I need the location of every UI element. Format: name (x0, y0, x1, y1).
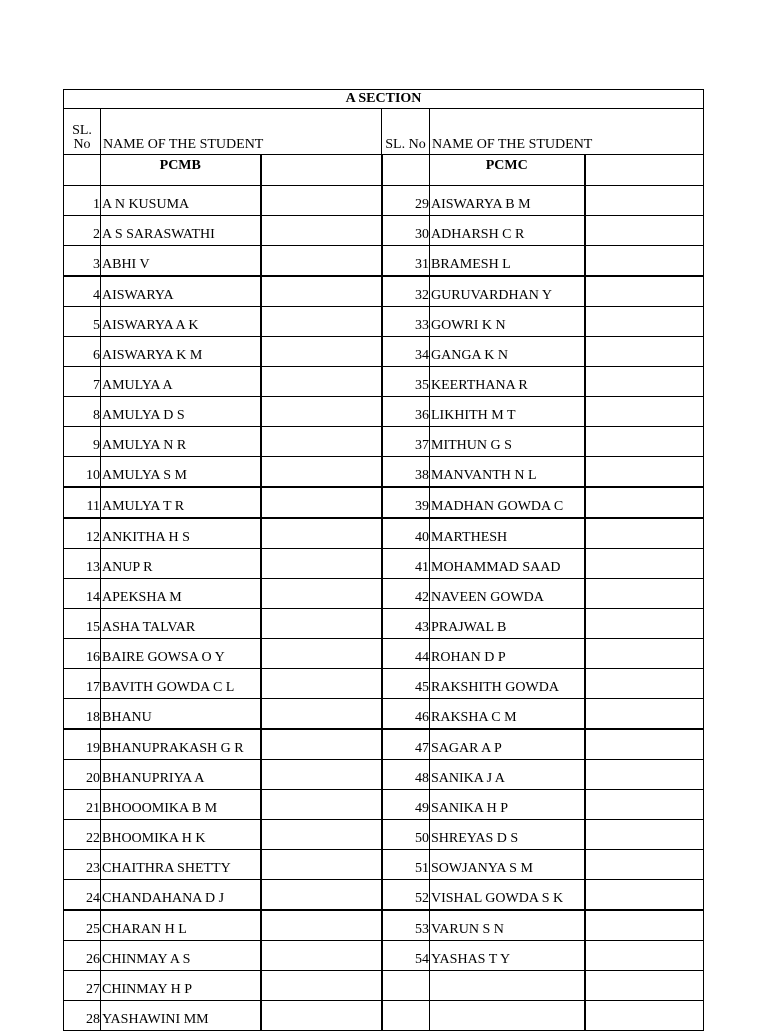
blank-cell (261, 457, 382, 488)
sl-no-left: 8 (64, 397, 101, 427)
blank-cell (585, 880, 704, 911)
student-name-left: BAIRE GOWSA O Y (101, 639, 261, 669)
student-name-right: AISWARYA B M (430, 186, 585, 216)
blank-cell (585, 276, 704, 307)
sl-no-left: 16 (64, 639, 101, 669)
table-row (64, 307, 704, 337)
sl-no-left: 1 (64, 186, 101, 216)
student-name-right: MADHAN GOWDA C (430, 487, 585, 518)
student-name-left: AMULYA N R (101, 427, 261, 457)
blank-cell (585, 487, 704, 518)
student-name-left: AISWARYA A K (101, 307, 261, 337)
blank-cell (261, 971, 382, 1001)
blank-cell (261, 216, 382, 246)
blank-cell (261, 699, 382, 730)
blank-cell (585, 367, 704, 397)
student-name-left: ANKITHA H S (101, 518, 261, 549)
table-row (64, 910, 704, 941)
student-name-left: ABHI V (101, 246, 261, 277)
table-row (64, 216, 704, 246)
student-name-right: NAVEEN GOWDA (430, 579, 585, 609)
blank-cell (261, 669, 382, 699)
student-name-left: BHOOMIKA H K (101, 820, 261, 850)
student-name-left: AMULYA T R (101, 487, 261, 518)
blank-cell (261, 850, 382, 880)
student-name-right: VISHAL GOWDA S K (430, 880, 585, 911)
sl-no-left: 23 (64, 850, 101, 880)
sl-no-right: 46 (382, 699, 430, 730)
blank-cell (64, 155, 101, 186)
sl-no-left: 25 (64, 910, 101, 941)
sl-no-left: 6 (64, 337, 101, 367)
blank-cell (585, 1001, 704, 1031)
student-name-left: BAVITH GOWDA C L (101, 669, 261, 699)
student-name-right: BRAMESH L (430, 246, 585, 277)
table-row (64, 276, 704, 307)
name-header-left: NAME OF THE STUDENT (101, 109, 382, 155)
student-name-left: CHARAN H L (101, 910, 261, 941)
blank-cell (261, 367, 382, 397)
blank-cell (261, 549, 382, 579)
student-name-right: ADHARSH C R (430, 216, 585, 246)
student-name-left: BHOOOMIKA B M (101, 790, 261, 820)
sl-no-right: 29 (382, 186, 430, 216)
sl-no-right: 31 (382, 246, 430, 277)
sl-no-right: 33 (382, 307, 430, 337)
blank-cell (261, 397, 382, 427)
sl-no-right: 49 (382, 790, 430, 820)
table-row (64, 729, 704, 760)
table-row (64, 397, 704, 427)
table-row (64, 760, 704, 790)
student-name-left: AMULYA D S (101, 397, 261, 427)
sl-no-left: 24 (64, 880, 101, 911)
student-name-right: MOHAMMAD SAAD (430, 549, 585, 579)
student-name-right: ROHAN D P (430, 639, 585, 669)
student-name-right: SHREYAS D S (430, 820, 585, 850)
student-name-left: ASHA TALVAR (101, 609, 261, 639)
blank-cell (585, 820, 704, 850)
sl-no-right: 47 (382, 729, 430, 760)
student-name-left: APEKSHA M (101, 579, 261, 609)
blank-cell (261, 276, 382, 307)
blank-cell (585, 216, 704, 246)
student-name-right: SANIKA H P (430, 790, 585, 820)
blank-cell (585, 457, 704, 488)
blank-cell (585, 639, 704, 669)
student-name-right: GOWRI K N (430, 307, 585, 337)
sl-no-right: 45 (382, 669, 430, 699)
sl-no-right: 48 (382, 760, 430, 790)
sl-no-left: 13 (64, 549, 101, 579)
table-row (64, 549, 704, 579)
student-name-right: RAKSHA C M (430, 699, 585, 730)
blank-cell (261, 155, 382, 186)
student-name-right: VARUN S N (430, 910, 585, 941)
student-name-left: CHAITHRA SHETTY (101, 850, 261, 880)
student-name-right: MARTHESH (430, 518, 585, 549)
blank-cell (261, 427, 382, 457)
sl-no-right: 43 (382, 609, 430, 639)
sl-no-right (382, 971, 430, 1001)
student-name-left: AMULYA S M (101, 457, 261, 488)
sl-no-right: 52 (382, 880, 430, 911)
sl-no-right: 53 (382, 910, 430, 941)
stream-label-pcmc: PCMC (430, 155, 585, 186)
student-name-left: AISWARYA K M (101, 337, 261, 367)
sl-no-right: 41 (382, 549, 430, 579)
sl-no-right: 30 (382, 216, 430, 246)
table-row (64, 971, 704, 1001)
table-row (64, 427, 704, 457)
sl-no-left: 21 (64, 790, 101, 820)
sl-no-left: 7 (64, 367, 101, 397)
student-name-left: CHINMAY H P (101, 971, 261, 1001)
sl-no-right: 44 (382, 639, 430, 669)
table-row (64, 579, 704, 609)
blank-cell (585, 518, 704, 549)
blank-cell (261, 487, 382, 518)
student-name-right: RAKSHITH GOWDA (430, 669, 585, 699)
sl-no-header-right: SL. No (382, 109, 430, 155)
student-name-right: YASHAS T Y (430, 941, 585, 971)
sl-no-left: 20 (64, 760, 101, 790)
student-name-left: A S SARASWATHI (101, 216, 261, 246)
blank-cell (382, 155, 430, 186)
section-title: A SECTION (64, 90, 704, 109)
table-row (64, 820, 704, 850)
blank-cell (585, 397, 704, 427)
student-name-right: SANIKA J A (430, 760, 585, 790)
blank-cell (261, 941, 382, 971)
blank-cell (261, 518, 382, 549)
student-name-right: GURUVARDHAN Y (430, 276, 585, 307)
sl-no-right: 34 (382, 337, 430, 367)
sl-no-left: 9 (64, 427, 101, 457)
sl-no-left: 11 (64, 487, 101, 518)
student-name-left: ANUP R (101, 549, 261, 579)
blank-cell (585, 850, 704, 880)
blank-cell (261, 820, 382, 850)
student-name-left: AISWARYA (101, 276, 261, 307)
sl-no-left: 18 (64, 699, 101, 730)
student-name-left: YASHAWINI MM (101, 1001, 261, 1031)
sl-no-right: 32 (382, 276, 430, 307)
sl-no-left: 14 (64, 579, 101, 609)
blank-cell (585, 337, 704, 367)
student-name-right: SOWJANYA S M (430, 850, 585, 880)
blank-cell (585, 186, 704, 216)
student-name-right: KEERTHANA R (430, 367, 585, 397)
sl-no-left: 2 (64, 216, 101, 246)
stream-label-pcmb: PCMB (101, 155, 261, 186)
blank-cell (261, 910, 382, 941)
sl-no-right: 39 (382, 487, 430, 518)
blank-cell (585, 579, 704, 609)
student-list-table (63, 89, 704, 1031)
sl-no-right: 42 (382, 579, 430, 609)
table-row (64, 367, 704, 397)
sl-no-right (382, 1001, 430, 1031)
table-row (64, 639, 704, 669)
table-row (64, 850, 704, 880)
sl-no-right: 35 (382, 367, 430, 397)
student-name-left: BHANUPRIYA A (101, 760, 261, 790)
table-row (64, 880, 704, 911)
blank-cell (585, 155, 704, 186)
table-row (64, 337, 704, 367)
blank-cell (261, 880, 382, 911)
sl-no-left: 10 (64, 457, 101, 488)
student-name-left: AMULYA A (101, 367, 261, 397)
student-name-right: GANGA K N (430, 337, 585, 367)
student-name-right: SAGAR A P (430, 729, 585, 760)
student-name-left: BHANU (101, 699, 261, 730)
blank-cell (585, 246, 704, 277)
sl-no-right: 38 (382, 457, 430, 488)
sl-no-left: 22 (64, 820, 101, 850)
student-name-left: A N KUSUMA (101, 186, 261, 216)
table-row (64, 457, 704, 488)
student-name-right: PRAJWAL B (430, 609, 585, 639)
blank-cell (585, 307, 704, 337)
sl-no-left: 28 (64, 1001, 101, 1031)
blank-cell (261, 1001, 382, 1031)
table-row (64, 186, 704, 216)
table-row (64, 699, 704, 730)
student-name-left: BHANUPRAKASH G R (101, 729, 261, 760)
table-row (64, 941, 704, 971)
table-row (64, 1001, 704, 1031)
sl-no-left: 12 (64, 518, 101, 549)
sl-no-left: 5 (64, 307, 101, 337)
student-name-right: MITHUN G S (430, 427, 585, 457)
student-name-right: MANVANTH N L (430, 457, 585, 488)
blank-cell (585, 699, 704, 730)
table-row (64, 669, 704, 699)
student-name-right (430, 971, 585, 1001)
blank-cell (261, 729, 382, 760)
table-row (64, 518, 704, 549)
sl-no-left: 4 (64, 276, 101, 307)
blank-cell (585, 729, 704, 760)
blank-cell (585, 760, 704, 790)
sl-no-left: 19 (64, 729, 101, 760)
table-row (64, 609, 704, 639)
sl-no-right: 36 (382, 397, 430, 427)
name-header-right: NAME OF THE STUDENT (430, 109, 704, 155)
sl-no-right: 50 (382, 820, 430, 850)
blank-cell (585, 609, 704, 639)
blank-cell (585, 549, 704, 579)
blank-cell (585, 941, 704, 971)
student-name-right (430, 1001, 585, 1031)
sl-no-right: 37 (382, 427, 430, 457)
blank-cell (585, 669, 704, 699)
table-row (64, 790, 704, 820)
blank-cell (261, 790, 382, 820)
sl-no-right: 54 (382, 941, 430, 971)
student-name-left: CHINMAY A S (101, 941, 261, 971)
sl-no-left: 3 (64, 246, 101, 277)
blank-cell (585, 971, 704, 1001)
blank-cell (585, 790, 704, 820)
table-row (64, 487, 704, 518)
blank-cell (261, 609, 382, 639)
sl-no-right: 40 (382, 518, 430, 549)
blank-cell (261, 760, 382, 790)
blank-cell (261, 639, 382, 669)
blank-cell (261, 337, 382, 367)
sl-no-left: 15 (64, 609, 101, 639)
blank-cell (261, 579, 382, 609)
blank-cell (261, 307, 382, 337)
blank-cell (261, 186, 382, 216)
sl-no-left: 27 (64, 971, 101, 1001)
blank-cell (585, 910, 704, 941)
sl-no-left: 17 (64, 669, 101, 699)
student-name-left: CHANDAHANA D J (101, 880, 261, 911)
table-row (64, 246, 704, 277)
blank-cell (585, 427, 704, 457)
student-name-right: LIKHITH M T (430, 397, 585, 427)
sl-no-right: 51 (382, 850, 430, 880)
sl-no-left: 26 (64, 941, 101, 971)
blank-cell (261, 246, 382, 277)
sl-no-header-left: SL. No (64, 109, 101, 155)
